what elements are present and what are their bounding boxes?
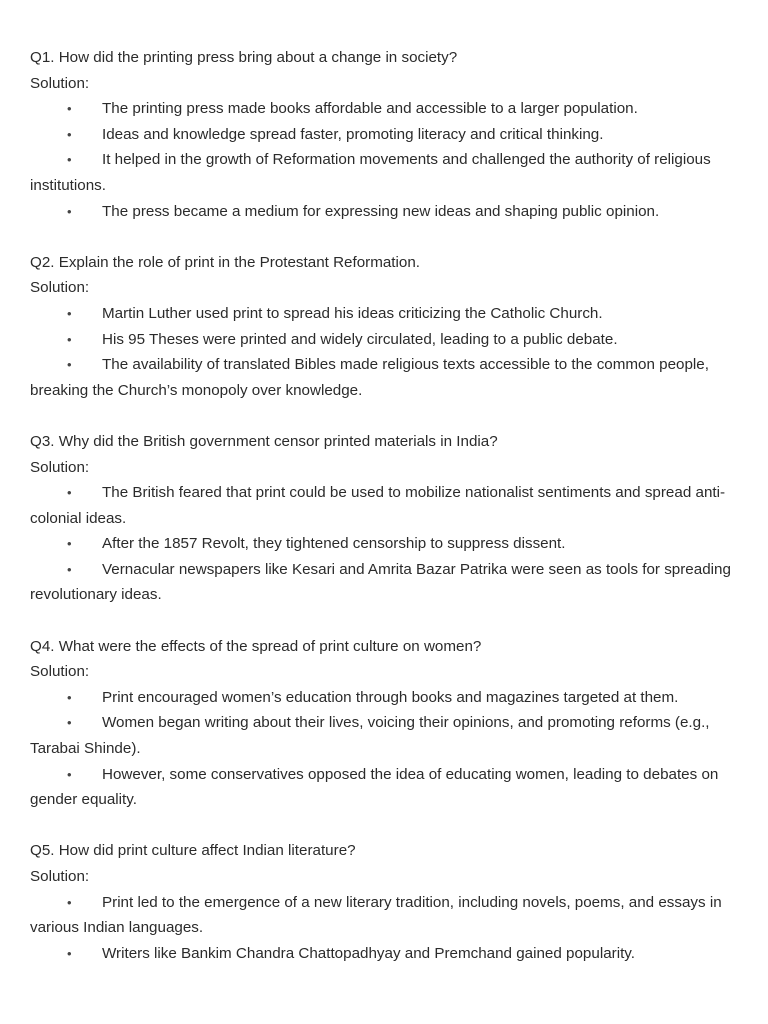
list-item-text: Ideas and knowledge spread faster, promoting literacy and critical thinking.: [102, 125, 604, 143]
list-item-text: The printing press made books affordable and accessible to a larger population.: [102, 100, 638, 118]
list-item: [30, 557, 740, 608]
bullet-icon: •: [67, 357, 72, 373]
list-item: [30, 890, 740, 941]
bullet-icon: •: [67, 305, 72, 321]
bullet-icon: •: [67, 715, 72, 731]
bullet-icon: •: [67, 331, 72, 347]
question-text: Q4. What were the effects of the spread of print culture on women?: [30, 637, 482, 655]
list-item-text: Print led to the emergence of a new literary tradition, including novels, poems, and essays in various Indian languages.: [30, 893, 722, 937]
list-item-text: The British feared that print could be used to mobilize nationalist sentiments and spread anti-colonial ideas.: [30, 484, 726, 527]
list-item: [30, 199, 740, 225]
document-body: [30, 45, 740, 992]
list-item: [30, 122, 740, 148]
list-item-text: After the 1857 Revolt, they tightened censorship to suppress dissent.: [102, 535, 566, 553]
bullet-icon: •: [67, 203, 72, 219]
qa-block-3: [30, 429, 740, 608]
list-item: [30, 762, 740, 813]
list-item: [30, 480, 740, 531]
list-item-text: The press became a medium for expressing new ideas and shaping public opinion.: [102, 202, 660, 220]
bullet-icon: •: [67, 689, 72, 705]
qa-block-5: [30, 838, 740, 966]
list-item-text: His 95 Theses were printed and widely circulated, leading to a public debate.: [102, 330, 618, 348]
bullet-icon: •: [67, 485, 72, 501]
list-item: [30, 685, 740, 711]
list-item: [30, 941, 740, 967]
list-item: [30, 352, 740, 403]
solution-label: Solution:: [30, 458, 90, 476]
bullet-icon: •: [67, 101, 72, 117]
question-text: Q1. How did the printing press bring about a change in society?: [30, 49, 458, 66]
solution-label: Solution:: [30, 868, 90, 885]
question-text: Q5. How did print culture affect Indian literature?: [30, 842, 356, 860]
list-item-text: It helped in the growth of Reformation movements and challenged the authority of religious institutions.: [30, 151, 711, 194]
list-item-text: Print encouraged women’s education through books and magazines targeted at them.: [102, 688, 679, 706]
list-item: [30, 147, 740, 198]
list-item-text: Vernacular newspapers like Kesari and Amrita Bazar Patrika were seen as tools for spreading revolutionary ideas.: [30, 560, 731, 604]
list-item: [30, 531, 740, 557]
list-item-text: Writers like Bankim Chandra Chattopadhyay and Premchand gained popularity.: [102, 944, 635, 962]
solution-label: Solution:: [30, 74, 90, 92]
list-item-text: Women began writing about their lives, voicing their opinions, and promoting reforms (e.g., Tarabai Shinde).: [30, 714, 710, 758]
bullet-icon: •: [67, 945, 72, 961]
bullet-icon: •: [67, 561, 72, 577]
list-item-text: Martin Luther used print to spread his ideas criticizing the Catholic Church.: [102, 304, 603, 322]
bullet-icon: •: [67, 126, 72, 142]
qa-block-2: [30, 250, 740, 404]
qa-block-4: [30, 634, 740, 813]
list-item: [30, 301, 740, 327]
solution-label: Solution:: [30, 663, 90, 681]
list-item: [30, 96, 740, 122]
bullet-icon: •: [67, 536, 72, 552]
bullet-icon: •: [67, 766, 72, 782]
question-text: Q3. Why did the British government censor printed materials in India?: [30, 432, 498, 450]
bullet-icon: •: [67, 152, 72, 168]
question-text: Q2. Explain the role of print in the Protestant Reformation.: [30, 253, 421, 271]
list-item-text: The availability of translated Bibles made religious texts accessible to the common people, breaking the Church’s monopoly over knowledge.: [30, 356, 709, 399]
list-item-text: However, some conservatives opposed the idea of educating women, leading to debates on gender equality.: [30, 765, 719, 809]
bullet-icon: •: [67, 894, 72, 910]
qa-block-1: [30, 45, 740, 224]
list-item: [30, 327, 740, 353]
solution-label: Solution:: [30, 279, 90, 297]
list-item: [30, 710, 740, 761]
